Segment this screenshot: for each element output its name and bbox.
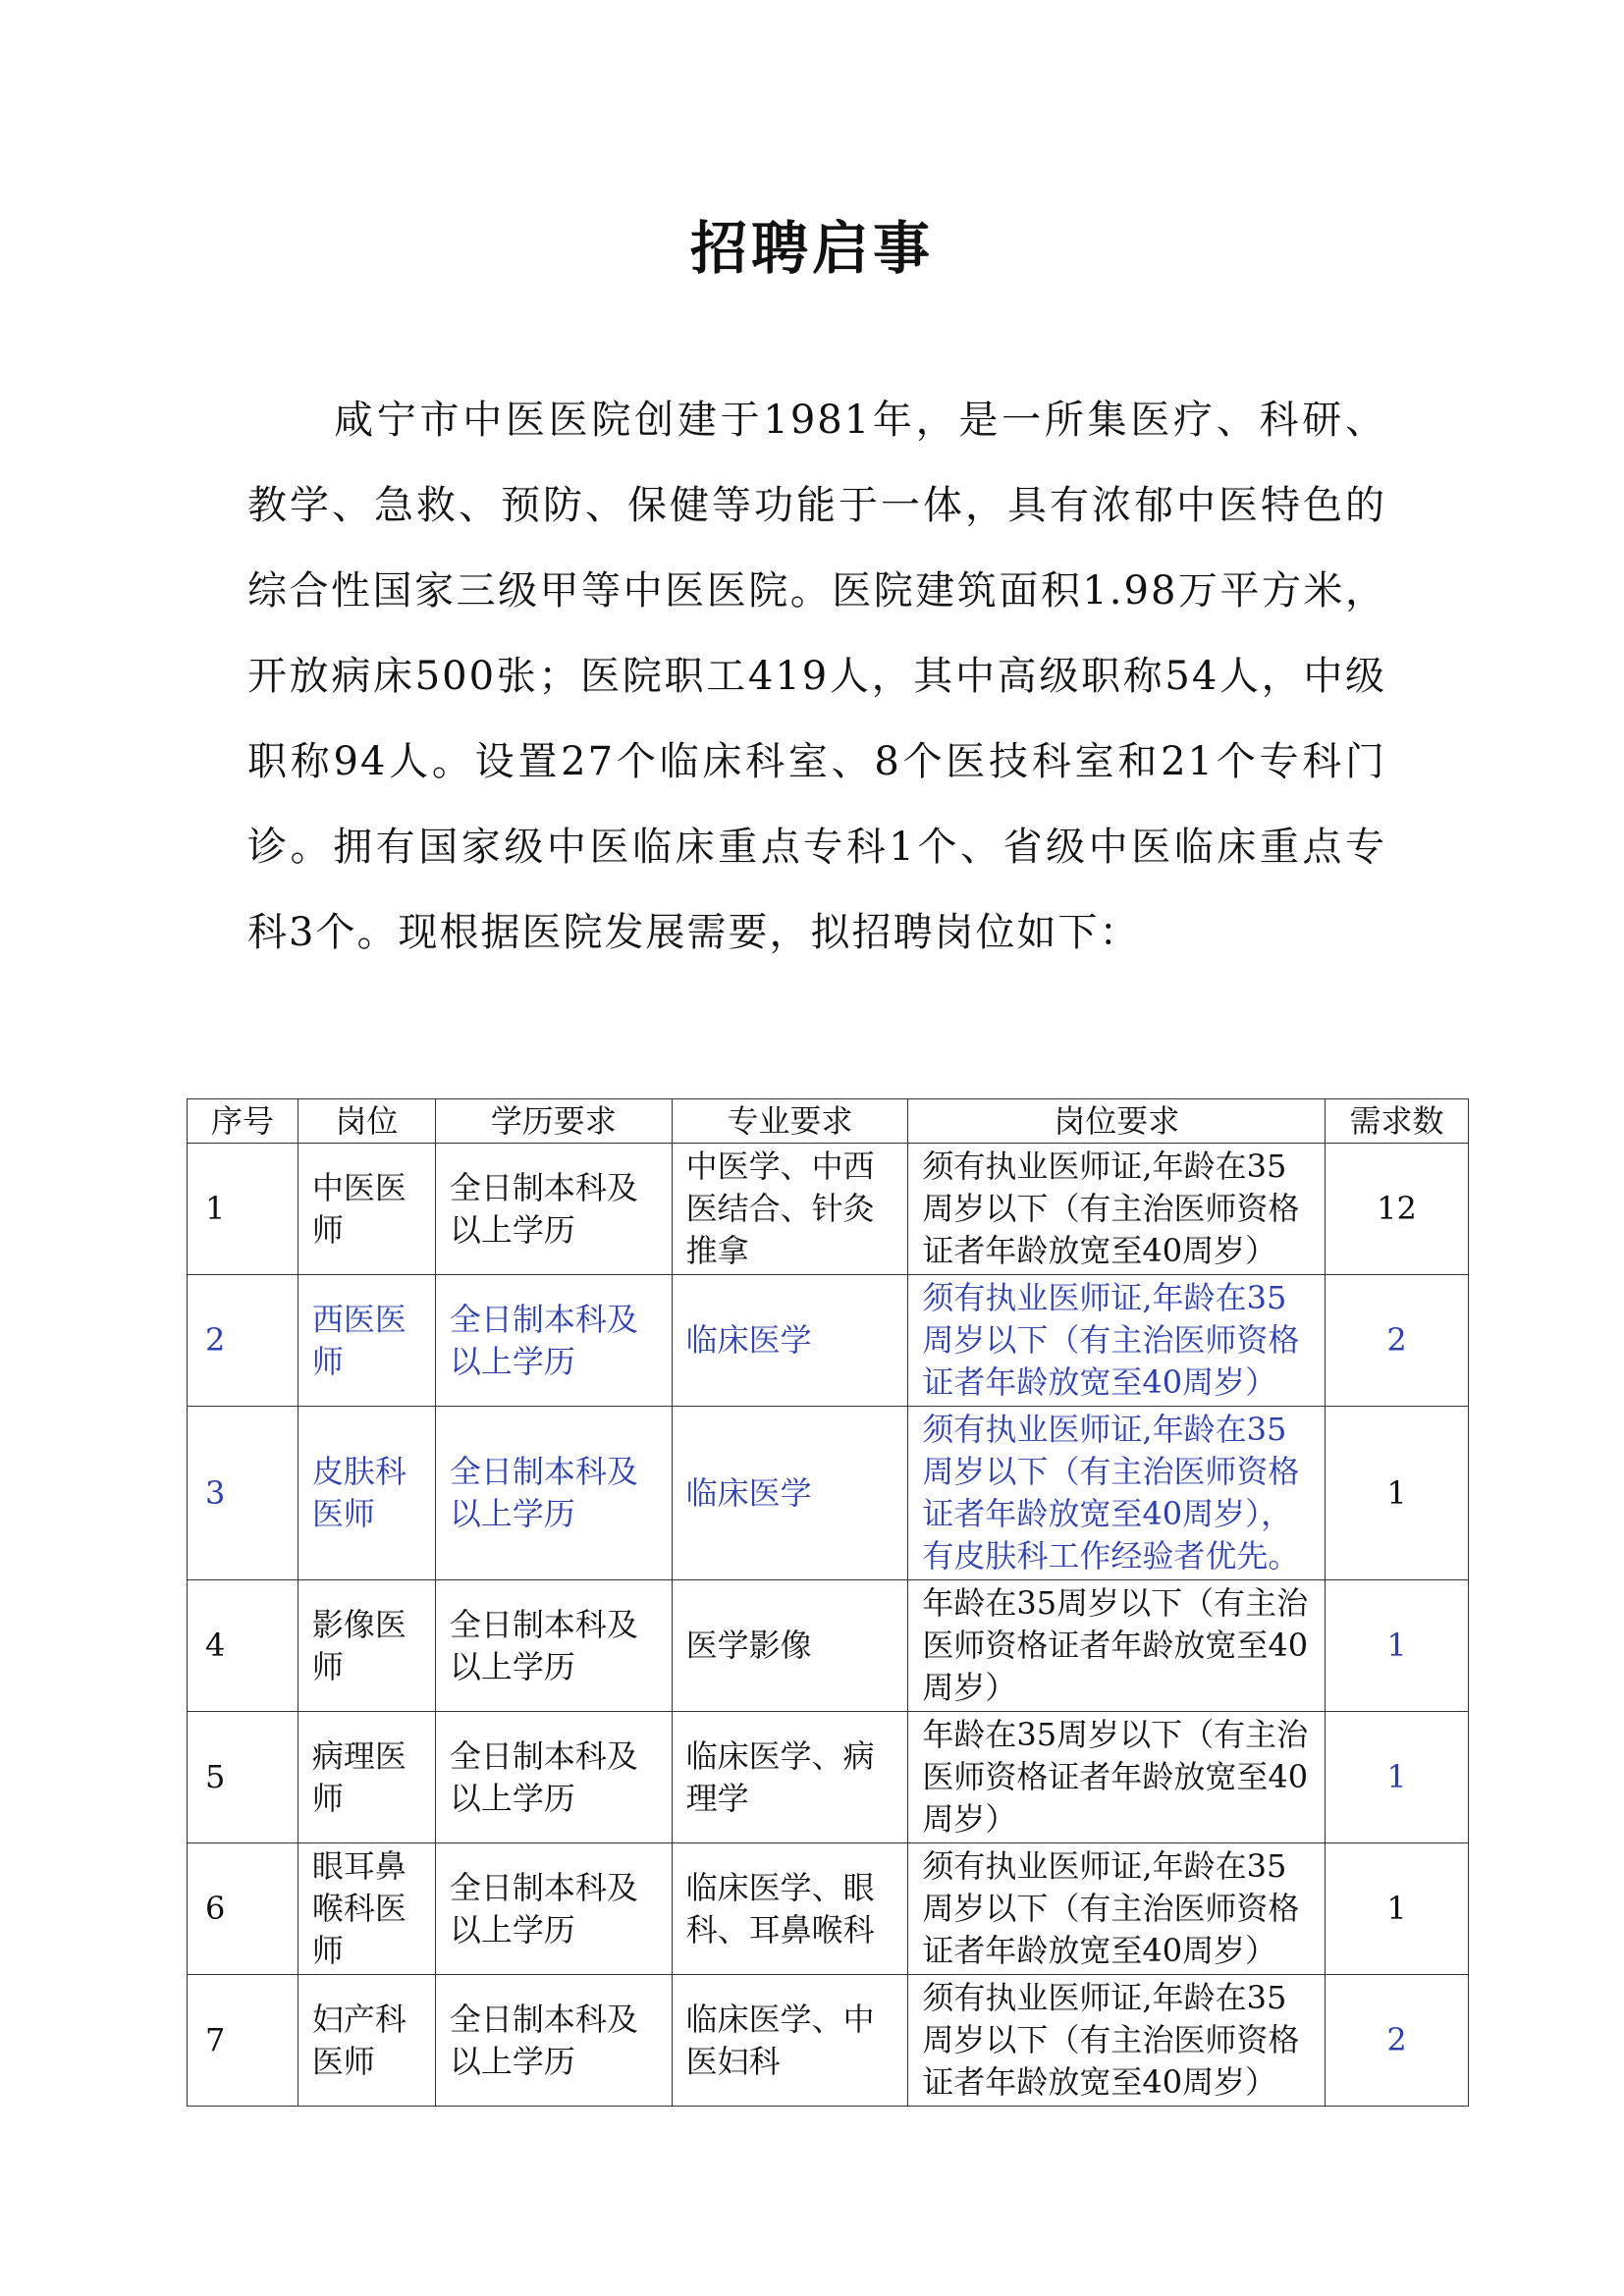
- table-row: [188, 1407, 1469, 1580]
- table-row: [188, 1144, 1469, 1275]
- table-row: [188, 1712, 1469, 1843]
- cell-requirements: 须有执业医师证,年龄在35周岁以下（有主治医师资格证者年龄放宽至40周岁）: [908, 1275, 1326, 1407]
- job-table: [187, 1098, 1469, 2107]
- table-row: [188, 1975, 1469, 2107]
- cell-count: 1: [1326, 1407, 1469, 1580]
- cell-count: 12: [1326, 1144, 1469, 1275]
- cell-no: 1: [188, 1144, 298, 1275]
- cell-requirements: 须有执业医师证,年龄在35周岁以下（有主治医师资格证者年龄放宽至40周岁），有皮肤科工作经验者优先。: [908, 1407, 1326, 1580]
- page-title: 招聘启事: [689, 215, 934, 282]
- header-requirements: 岗位要求: [908, 1099, 1326, 1144]
- cell-post: 妇产科医师: [298, 1975, 435, 2107]
- cell-no: 2: [188, 1275, 298, 1407]
- cell-post: 中医医师: [298, 1144, 435, 1275]
- cell-count: 1: [1326, 1580, 1469, 1712]
- cell-count: 2: [1326, 1975, 1469, 2107]
- cell-no: 7: [188, 1975, 298, 2107]
- cell-major: 医学影像: [672, 1580, 908, 1712]
- cell-education: 全日制本科及以上学历: [435, 1712, 672, 1843]
- cell-count: 1: [1326, 1843, 1469, 1975]
- cell-no: 3: [188, 1407, 298, 1580]
- table-row: [188, 1275, 1469, 1407]
- cell-requirements: 须有执业医师证,年龄在35周岁以下（有主治医师资格证者年龄放宽至40周岁）: [908, 1975, 1326, 2107]
- header-major: 专业要求: [672, 1099, 908, 1144]
- table-row: [188, 1843, 1469, 1975]
- cell-requirements: 须有执业医师证,年龄在35周岁以下（有主治医师资格证者年龄放宽至40周岁）: [908, 1843, 1326, 1975]
- cell-post: 皮肤科医师: [298, 1407, 435, 1580]
- cell-requirements: 年龄在35周岁以下（有主治医师资格证者年龄放宽至40周岁）: [908, 1712, 1326, 1843]
- cell-major: 临床医学: [672, 1407, 908, 1580]
- table-header-row: [188, 1099, 1469, 1144]
- header-no: 序号: [188, 1099, 298, 1144]
- intro-paragraph: 咸宁市中医医院创建于1981年，是一所集医疗、科研、教学、急救、预防、保健等功能于一体，具有浓郁中医特色的综合性国家三级甲等中医医院。医院建筑面积1.98万平方米，开放病床500张；医院职工419人，其中高级职称54人，中级职称94人。设置27个临床科室、8个医技科室和21个专科门诊。拥有国家级中医临床重点专科1个、省级中医临床重点专科3个。现根据医院发展需要，拟招聘岗位如下：: [247, 398, 1386, 955]
- table-row: [188, 1580, 1469, 1712]
- header-post: 岗位: [298, 1099, 435, 1144]
- cell-major: 临床医学: [672, 1275, 908, 1407]
- cell-count: 1: [1326, 1712, 1469, 1843]
- cell-no: 4: [188, 1580, 298, 1712]
- cell-requirements: 年龄在35周岁以下（有主治医师资格证者年龄放宽至40周岁）: [908, 1580, 1326, 1712]
- cell-education: 全日制本科及以上学历: [435, 1275, 672, 1407]
- cell-no: 5: [188, 1712, 298, 1843]
- cell-education: 全日制本科及以上学历: [435, 1843, 672, 1975]
- cell-post: 病理医师: [298, 1712, 435, 1843]
- cell-education: 全日制本科及以上学历: [435, 1144, 672, 1275]
- cell-major: 临床医学、中医妇科: [672, 1975, 908, 2107]
- cell-requirements: 须有执业医师证,年龄在35周岁以下（有主治医师资格证者年龄放宽至40周岁）: [908, 1144, 1326, 1275]
- cell-major: 临床医学、病理学: [672, 1712, 908, 1843]
- cell-major: 临床医学、眼科、耳鼻喉科: [672, 1843, 908, 1975]
- cell-education: 全日制本科及以上学历: [435, 1407, 672, 1580]
- cell-education: 全日制本科及以上学历: [435, 1975, 672, 2107]
- cell-major: 中医学、中西医结合、针灸推拿: [672, 1144, 908, 1275]
- cell-post: 影像医师: [298, 1580, 435, 1712]
- cell-count: 2: [1326, 1275, 1469, 1407]
- header-count: 需求数: [1326, 1099, 1469, 1144]
- cell-post: 眼耳鼻喉科医师: [298, 1843, 435, 1975]
- cell-post: 西医医师: [298, 1275, 435, 1407]
- header-education: 学历要求: [435, 1099, 672, 1144]
- cell-no: 6: [188, 1843, 298, 1975]
- cell-education: 全日制本科及以上学历: [435, 1580, 672, 1712]
